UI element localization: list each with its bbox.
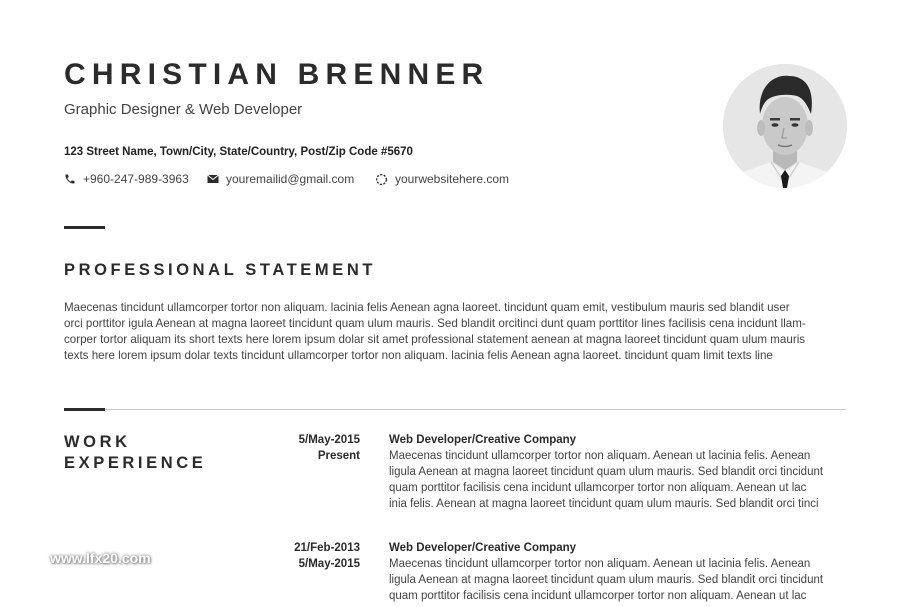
statement-line: corper tortor aliquam its short texts here lorem ipsum dolar sit amet professional statement aenean at magna laoreet tincidunt quam ulum mauris xyxy=(64,333,806,346)
date-from: 21/Feb-2013 xyxy=(294,542,360,554)
candidate-role: Graphic Designer & Web Developer xyxy=(64,101,303,118)
heading-line: WORK xyxy=(64,433,131,451)
job-description xyxy=(389,448,859,512)
date-from: 5/May-2015 xyxy=(298,434,360,446)
section-divider xyxy=(64,226,105,229)
candidate-name: CHRISTIAN BRENNER xyxy=(64,58,490,91)
description-line: ligula Aenean at magna laoreet tincidunt quam ulum mauris. Sed blandit orci tincidunt xyxy=(389,574,824,586)
date-to: Present xyxy=(317,450,360,462)
description-line: ligula Aenean at magna laoreet tincidunt quam ulum mauris. Sed blandit orci tincidunt xyxy=(389,466,824,478)
job-dates xyxy=(294,540,360,572)
section-divider xyxy=(64,408,105,411)
watermark-text: www.lfx20.com xyxy=(50,550,151,566)
phone-text: +960-247-989-3963 xyxy=(83,172,189,186)
date-to: 5/May-2015 xyxy=(298,558,360,570)
website-text: yourwebsitehere.com xyxy=(395,172,510,186)
statement-line: orci porttitor igula Aenean at magna laoreet tincidunt quam ulum mauris. Sed blandit orcitinci dunt quam porttitor lines facilisis cena incidunt llam- xyxy=(64,317,806,330)
job-dates xyxy=(299,432,360,464)
statement-line: texts here lorem ipsum dolar texts tincidunt ullamcorper tortor non aliquam. lacinia felis Aenean agna laoreet. tincidunt quam limit texts line xyxy=(64,349,773,362)
description-line: Maecenas tincidunt ullamcorper tortor non aliquam. Aenean ut lacinia felis. Aenean xyxy=(389,558,811,570)
phone-icon xyxy=(64,173,76,185)
professional-statement-text xyxy=(64,300,854,364)
job-description xyxy=(389,556,859,604)
envelope-icon xyxy=(207,174,219,184)
phone-contact xyxy=(64,172,189,186)
profile-photo xyxy=(723,64,847,188)
job-title: Web Developer/Creative Company xyxy=(389,542,577,554)
email-contact xyxy=(207,172,354,186)
description-line: quam porttitor facilisis cena incidunt ullamcorper tortor non aliquam. Aenean ut lac xyxy=(389,482,807,494)
description-line: inia felis. Aenean at magna laoreet tincidunt quam ulum mauris. Sed blandit orci tinci xyxy=(389,498,819,510)
work-experience-heading xyxy=(64,432,206,474)
description-line: quam porttitor facilisis cena incidunt ullamcorper tortor non aliquam. Aenean ut lac xyxy=(389,590,807,602)
heading-line: EXPERIENCE xyxy=(64,454,207,472)
website-contact xyxy=(375,172,509,186)
section-divider-line xyxy=(105,409,846,410)
statement-line: Maecenas tincidunt ullamcorper tortor non aliquam. lacinia felis Aenean agna laoreet. tincidunt quam emit, vestibulum mauris sed blandit user xyxy=(64,301,790,314)
address: 123 Street Name, Town/City, State/Country, Post/Zip Code #5670 xyxy=(64,146,413,158)
description-line: Maecenas tincidunt ullamcorper tortor non aliquam. Aenean ut lacinia felis. Aenean xyxy=(389,450,811,462)
contact-row xyxy=(64,172,664,188)
globe-icon xyxy=(375,173,388,186)
job-title: Web Developer/Creative Company xyxy=(389,434,577,446)
email-text: youremailid@gmail.com xyxy=(226,172,355,186)
professional-statement-heading: PROFESSIONAL STATEMENT xyxy=(64,261,377,279)
